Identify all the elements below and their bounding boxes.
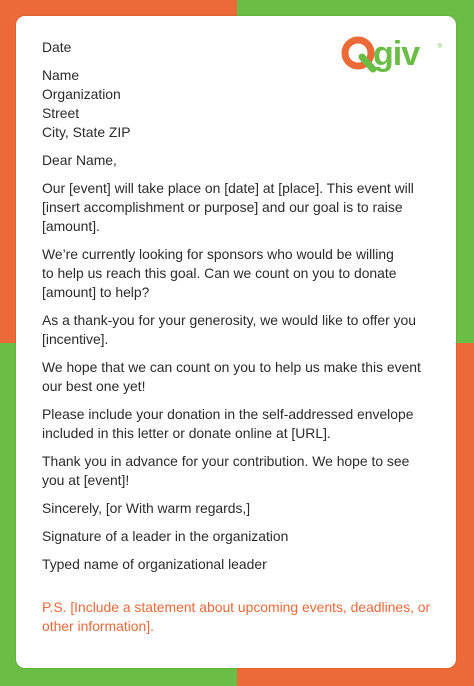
address-block [42, 66, 446, 142]
paragraph-line: to help us reach this goal. Can we count on you to donate [42, 265, 397, 281]
paragraph-line: Thank you in advance for your contribution. We hope to see [42, 453, 410, 469]
paragraph-line: included in this letter or donate online at [URL]. [42, 425, 331, 441]
letter-body [42, 38, 446, 636]
paragraph-thank-you [42, 311, 446, 349]
paragraph-event [42, 179, 446, 236]
qgiv-wordmark: giv [373, 35, 420, 73]
paragraph-sponsors [42, 245, 446, 302]
address-line: Organization [42, 86, 121, 102]
paragraph-line: you at [event]! [42, 472, 130, 488]
paragraph-line: [incentive]. [42, 331, 109, 347]
postscript-line: other information]. [42, 618, 154, 634]
paragraph-line: our best one yet! [42, 378, 146, 394]
paragraph-hope [42, 358, 446, 396]
paragraph-line: We’re currently looking for sponsors who would be willing [42, 246, 394, 262]
postscript-line: P.S. [Include a statement about upcoming events, deadlines, or [42, 599, 431, 615]
paragraph-line: Our [event] will take place on [date] at [place]. This event will [42, 180, 414, 196]
registered-mark: ® [437, 44, 442, 50]
postscript [42, 598, 446, 636]
closing: Sincerely, [or With warm regards,] [42, 500, 251, 516]
paragraph-line: [amount] to help? [42, 284, 150, 300]
letter-date: Date [42, 39, 72, 55]
signature-line: Signature of a leader in the organization [42, 528, 289, 544]
salutation: Dear Name, [42, 152, 117, 168]
address-line: City, State ZIP [42, 124, 131, 140]
address-line: Street [42, 105, 80, 121]
paragraph-line: We hope that we can count on you to help us make this event [42, 359, 421, 375]
letter-paper [16, 16, 456, 668]
address-line: Name [42, 67, 80, 83]
paragraph-line: [amount]. [42, 218, 100, 234]
paragraph-donation [42, 405, 446, 443]
paragraph-advance-thanks [42, 452, 446, 490]
paragraph-line: [insert accomplishment or purpose] and our goal is to raise [42, 199, 403, 215]
paragraph-line: As a thank-you for your generosity, we would like to offer you [42, 312, 416, 328]
typed-name-line: Typed name of organizational leader [42, 556, 267, 572]
paragraph-line: Please include your donation in the self-addressed envelope [42, 406, 414, 422]
